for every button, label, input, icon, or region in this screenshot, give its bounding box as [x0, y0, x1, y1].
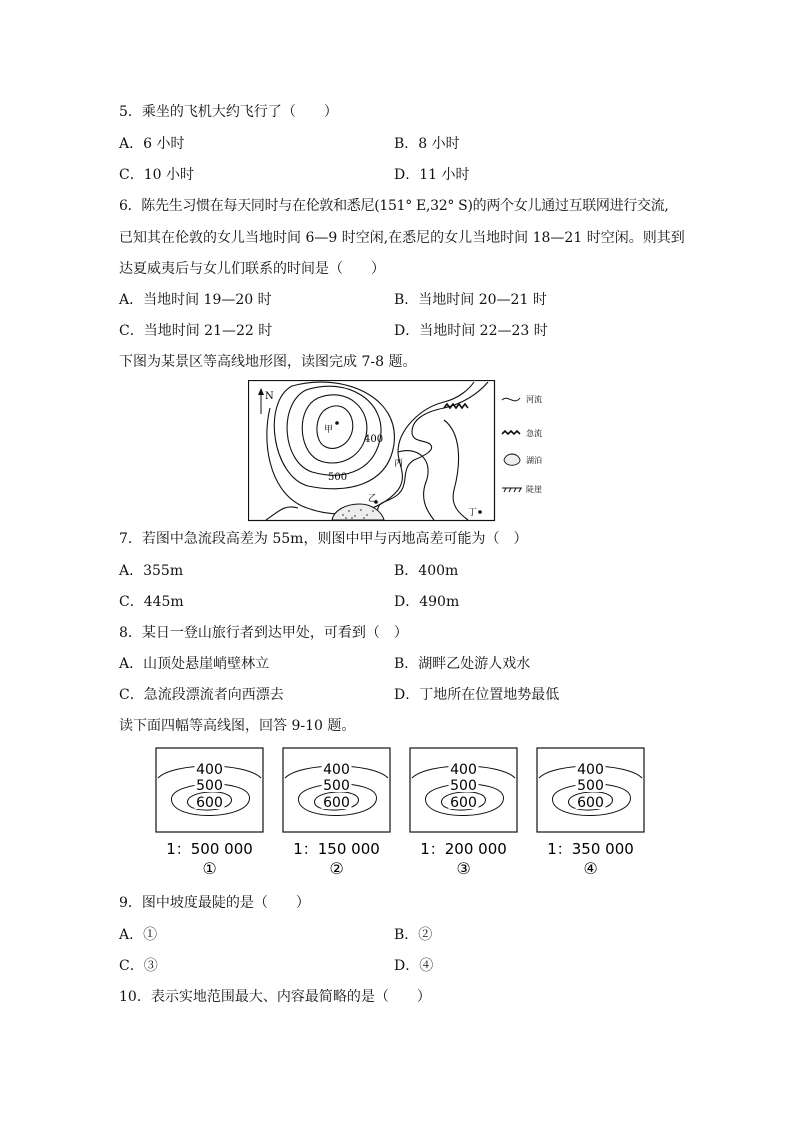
question-5-stem: 5．乘坐的飞机大约飞行了（ ）: [119, 104, 338, 120]
option-c: C．10 小时: [119, 167, 194, 183]
option-d: D．④: [394, 958, 434, 974]
option-b: B．当地时间 20—21 时: [394, 292, 547, 308]
question-9-stem: 9．图中坡度最陡的是（ ）: [119, 895, 310, 911]
scale-label: 1：150 000: [293, 840, 380, 858]
contour-label-500: 500: [577, 778, 604, 794]
question-7-options-row-2: [119, 593, 679, 611]
panel-number: ②: [329, 859, 344, 878]
question-8-options-row-2: [119, 686, 679, 704]
label-ding: 丁: [468, 508, 478, 518]
question-9-options-row-2: [119, 957, 679, 975]
contour-label-600: 600: [577, 795, 604, 811]
label-yi: 乙: [368, 494, 378, 504]
option-d: D．490m: [394, 594, 460, 610]
option-b: B．8 小时: [394, 136, 460, 152]
contour-label-400: 400: [323, 762, 350, 778]
question-5-options-row-2: [119, 166, 679, 184]
scenic-area-contour-map: [248, 380, 558, 529]
question-9-options-row-1: [119, 926, 679, 944]
intro-9-10: 读下面四幅等高线图，回答 9-10 题。: [119, 718, 356, 734]
contour-label-500: 500: [323, 778, 350, 794]
option-a: A．当地时间 19—20 时: [119, 292, 272, 308]
contour-label-400: 400: [577, 762, 604, 778]
contour-panel-2: [283, 748, 390, 878]
four-contour-maps: [150, 744, 650, 884]
point-ding: [478, 510, 482, 514]
option-a: A．6 小时: [119, 136, 185, 152]
contour-panel-3: [410, 748, 517, 878]
contour-label-500: 500: [328, 472, 348, 483]
option-b: B．湖畔乙处游人戏水: [394, 656, 531, 672]
option-a: A．355m: [119, 563, 184, 579]
option-c: C．445m: [119, 594, 184, 610]
question-10-stem: 10．表示实地范围最大、内容最简略的是（ ）: [119, 989, 431, 1005]
question-7-stem: 7．若图中急流段高差为 55m，则图中甲与丙地高差可能为（ ）: [119, 531, 528, 547]
contour-panel-4: [537, 748, 644, 878]
option-a: A．①: [119, 927, 158, 943]
question-6-stem-line-1: 6．陈先生习惯在每天同时与在伦敦和悉尼(151° E,32° S)的两个女儿通过互联网进行交流,: [119, 198, 669, 214]
option-d: D．当地时间 22—23 时: [394, 323, 548, 339]
contour-label-500: 500: [196, 778, 223, 794]
label-bing: 丙: [394, 459, 404, 469]
option-c: C．急流段漂流者向西漂去: [119, 687, 284, 703]
label-jia: 甲: [324, 425, 334, 435]
panel-number: ①: [202, 859, 217, 878]
question-7-options-row-1: [119, 562, 679, 580]
option-c: C．当地时间 21—22 时: [119, 323, 273, 339]
point-jia: [335, 421, 339, 425]
north-label: N: [265, 391, 274, 402]
question-6-options-row-1: [119, 291, 679, 309]
contour-label-400: 400: [364, 434, 384, 445]
question-6-stem-line-3: 达夏威夷后与女儿们联系的时间是（ ）: [119, 261, 385, 277]
option-c: C．③: [119, 958, 158, 974]
contour-panel-1: [156, 748, 263, 878]
option-b: B．400m: [394, 563, 459, 579]
question-6-stem-line-2: 已知其在伦敦的女儿当地时间 6—9 时空闲,在悉尼的女儿当地时间 18—21 时空闲。则其到: [119, 230, 685, 246]
scale-label: 1：500 000: [166, 840, 253, 858]
contour-label-400: 400: [196, 762, 223, 778]
question-8-stem: 8．某日一登山旅行者到达甲处，可看到（ ）: [119, 625, 408, 641]
contour-label-600: 600: [196, 795, 223, 811]
legend-river: 河流: [526, 395, 542, 404]
legend-rapids: 急流: [526, 429, 542, 438]
panel-number: ④: [583, 859, 598, 878]
scale-label: 1：350 000: [547, 840, 634, 858]
legend-lake: 湖泊: [526, 456, 542, 465]
contour-label-600: 600: [323, 795, 350, 811]
option-d: D．丁地所在位置地势最低: [394, 687, 560, 703]
legend-cliff: 陡崖: [526, 485, 542, 494]
option-d: D．11 小时: [394, 167, 470, 183]
option-a: A．山顶处悬崖峭壁林立: [119, 656, 270, 672]
contour-label-600: 600: [450, 795, 477, 811]
contour-label-500: 500: [450, 778, 477, 794]
scale-label: 1：200 000: [420, 840, 507, 858]
contour-label-400: 400: [450, 762, 477, 778]
intro-7-8: 下图为某景区等高线地形图，读图完成 7-8 题。: [119, 354, 417, 370]
option-b: B．②: [394, 927, 433, 943]
panel-number: ③: [456, 859, 471, 878]
question-5-options-row-1: [119, 135, 679, 153]
question-6-options-row-2: [119, 322, 679, 340]
map-legend: [502, 394, 542, 494]
question-8-options-row-1: [119, 655, 679, 673]
